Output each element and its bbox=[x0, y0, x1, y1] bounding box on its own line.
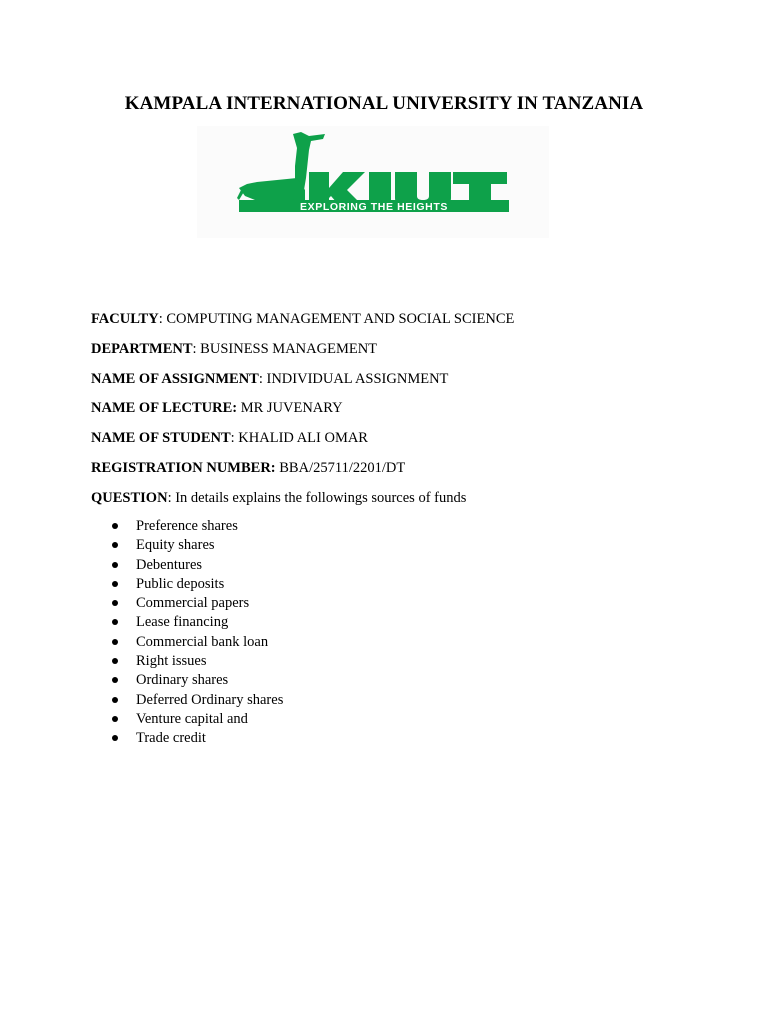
logo-tagline: EXPLORING THE HEIGHTS bbox=[300, 201, 448, 213]
list-item-text: Ordinary shares bbox=[136, 672, 229, 689]
bullet-icon bbox=[112, 542, 118, 548]
list-item-text: Debentures bbox=[136, 556, 203, 573]
bullet-icon bbox=[112, 619, 118, 625]
student-value: : KHALID ALI OMAR bbox=[230, 430, 368, 447]
bullet-icon bbox=[112, 697, 118, 703]
department-value: : BUSINESS MANAGEMENT bbox=[192, 340, 378, 357]
bullet-icon bbox=[112, 523, 118, 529]
registration-label: REGISTRATION NUMBER: bbox=[91, 459, 276, 476]
lecturer-line bbox=[91, 398, 731, 428]
list-item bbox=[108, 613, 283, 632]
list-item-text: Lease financing bbox=[136, 614, 229, 631]
sources-of-funds-list bbox=[108, 517, 283, 749]
faculty-value: : COMPUTING MANAGEMENT AND SOCIAL SCIENCE bbox=[158, 311, 515, 327]
department-label: DEPARTMENT bbox=[91, 340, 193, 357]
assignment-details bbox=[91, 309, 731, 518]
question-line bbox=[91, 488, 731, 518]
list-item bbox=[108, 691, 283, 710]
bullet-icon bbox=[112, 716, 118, 722]
question-value: : In details explains the followings sources of funds bbox=[167, 489, 467, 506]
assignment-line bbox=[91, 369, 731, 399]
department-line bbox=[91, 339, 731, 369]
list-item-text: Trade credit bbox=[136, 730, 206, 747]
list-item-text: Commercial papers bbox=[136, 595, 250, 612]
list-item bbox=[108, 710, 283, 729]
registration-value: BBA/25711/2201/DT bbox=[275, 459, 406, 476]
registration-line bbox=[91, 458, 731, 488]
bullet-icon bbox=[112, 562, 118, 568]
list-item bbox=[108, 594, 283, 613]
page-title: KAMPALA INTERNATIONAL UNIVERSITY IN TANZANIA bbox=[124, 93, 644, 114]
list-item-text: Right issues bbox=[136, 653, 207, 670]
list-item bbox=[108, 575, 283, 594]
list-item bbox=[108, 729, 283, 748]
student-line bbox=[91, 428, 731, 458]
student-label: NAME OF STUDENT bbox=[91, 430, 231, 447]
list-item bbox=[108, 671, 283, 690]
bullet-icon bbox=[112, 600, 118, 606]
bullet-icon bbox=[112, 658, 118, 664]
university-logo bbox=[197, 126, 549, 238]
list-item bbox=[108, 633, 283, 652]
list-item-text: Public deposits bbox=[136, 575, 225, 592]
list-item bbox=[108, 517, 283, 536]
list-item-text: Preference shares bbox=[136, 518, 238, 534]
lecturer-label: NAME OF LECTURE: bbox=[91, 400, 238, 417]
faculty-line bbox=[91, 309, 731, 339]
question-label: QUESTION bbox=[91, 489, 168, 506]
bullet-icon bbox=[112, 639, 118, 645]
list-item bbox=[108, 556, 283, 575]
list-item-text: Venture capital and bbox=[136, 710, 248, 727]
list-item-text: Equity shares bbox=[136, 537, 215, 554]
bullet-icon bbox=[112, 735, 118, 741]
bullet-icon bbox=[112, 581, 118, 587]
bullet-icon bbox=[112, 677, 118, 683]
list-item-text: Deferred Ordinary shares bbox=[136, 691, 284, 708]
tagline-bar bbox=[239, 200, 509, 213]
assignment-value: : INDIVIDUAL ASSIGNMENT bbox=[258, 370, 449, 387]
list-item bbox=[108, 652, 283, 671]
lecturer-value: MR JUVENARY bbox=[237, 400, 343, 417]
assignment-label: NAME OF ASSIGNMENT bbox=[91, 370, 259, 387]
list-item-text: Commercial bank loan bbox=[136, 633, 269, 650]
faculty-label: FACULTY bbox=[91, 311, 159, 327]
list-item bbox=[108, 536, 283, 555]
